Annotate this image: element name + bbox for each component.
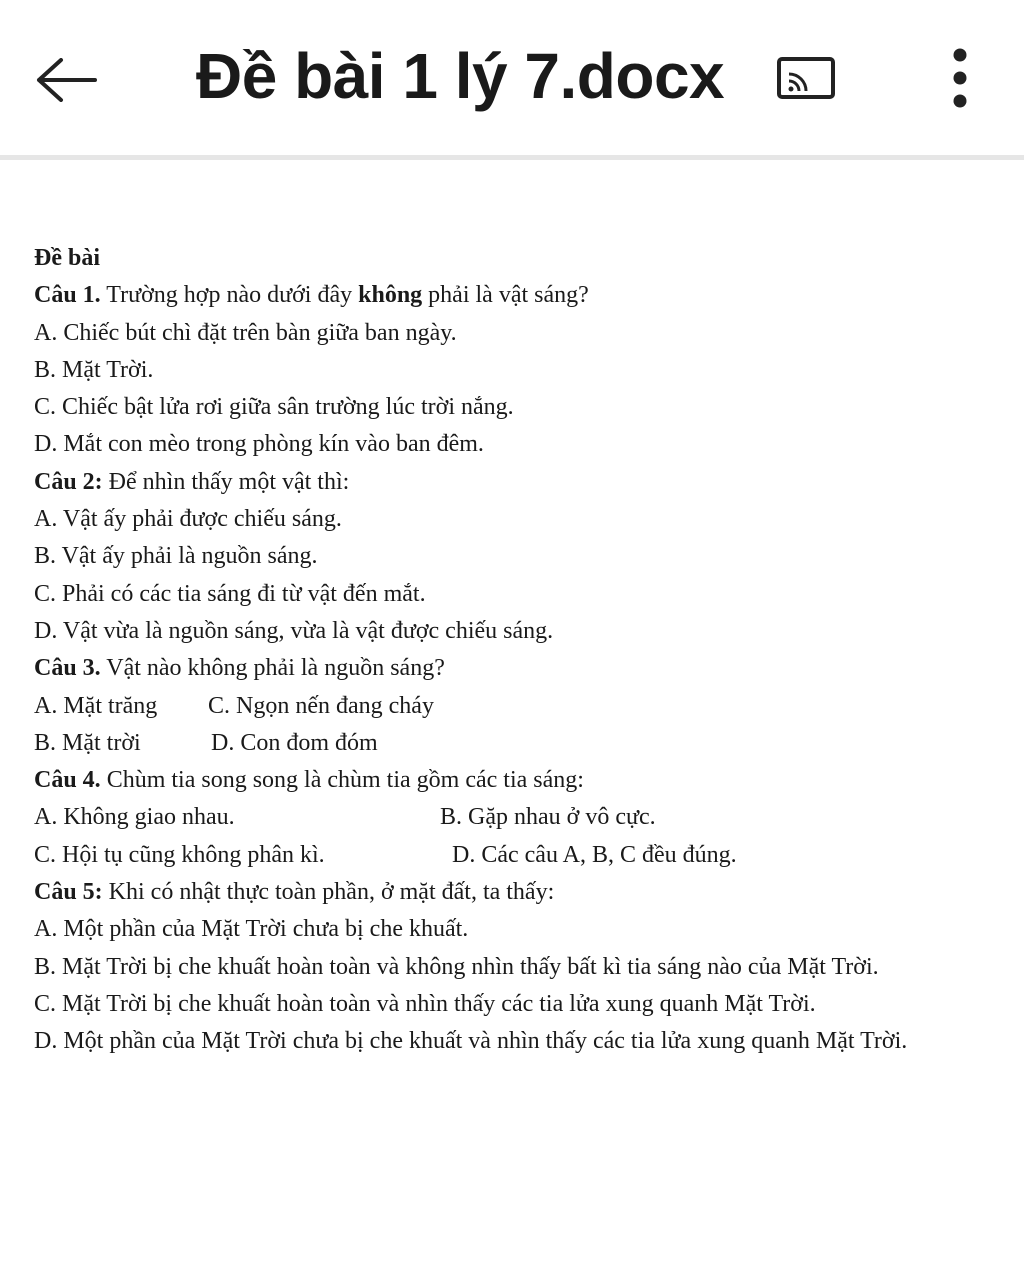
document-heading: Đề bài — [34, 245, 100, 271]
question-label: Câu 1. — [34, 282, 101, 309]
answer-option: C. Ngọn nến đang cháy — [208, 692, 434, 719]
answer-row — [34, 725, 1024, 762]
answer-option: B. Mặt Trời. — [34, 356, 154, 383]
question-emphasis: không — [358, 282, 423, 309]
cast-button[interactable] — [772, 50, 840, 106]
answer-option: D. Vật vừa là nguồn sáng, vừa là vật được chiếu sáng. — [34, 617, 554, 644]
answer-option: B. Mặt Trời bị che khuất hoàn toàn và không nhìn thấy bất kì tia sáng nào của Mặt Trời. — [34, 953, 879, 980]
question-5 — [34, 874, 1024, 911]
answer-option: B. Gặp nhau ở vô cực. — [440, 804, 656, 831]
answer-option: B. Vật ấy phải là nguồn sáng. — [34, 543, 318, 570]
answer-option: D. Mắt con mèo trong phòng kín vào ban đêm. — [34, 431, 484, 458]
question-1 — [34, 277, 1024, 314]
document-body — [34, 240, 1024, 1061]
answer-option: D. Các câu A, B, C đều đúng. — [452, 841, 737, 868]
answer-row — [34, 688, 1024, 725]
answer-option: A. Vật ấy phải được chiếu sáng. — [34, 506, 342, 533]
app-bar-divider — [0, 155, 1024, 160]
more-vertical-icon — [950, 47, 970, 109]
question-3 — [34, 650, 1024, 687]
question-label: Câu 4. — [34, 767, 101, 794]
question-label: Câu 2: — [34, 468, 103, 495]
answer-option: A. Chiếc bút chì đặt trên bàn giữa ban ngày. — [34, 319, 457, 346]
answer-row — [34, 837, 1024, 874]
back-button[interactable] — [28, 42, 104, 118]
question-4 — [34, 762, 1024, 799]
answer-option: B. Mặt trời — [34, 729, 141, 756]
answer-option: A. Mặt trăng — [34, 692, 158, 719]
question-label: Câu 5: — [34, 879, 103, 906]
question-text: Khi có nhật thực toàn phần, ở mặt đất, ta thấy: — [102, 879, 555, 906]
question-2 — [34, 464, 1024, 501]
app-bar — [0, 0, 1024, 155]
more-options-button[interactable] — [930, 42, 990, 114]
answer-option: A. Không giao nhau. — [34, 804, 235, 831]
answer-option: D. Con đom đóm — [211, 729, 378, 756]
answer-option: D. Một phần của Mặt Trời chưa bị che khuất và nhìn thấy các tia lửa xung quanh Mặt Trời. — [34, 1028, 908, 1055]
answer-row — [34, 799, 1024, 836]
document-title: Đề bài 1 lý 7.docx — [196, 40, 725, 112]
answer-option: C. Hội tụ cũng không phân kì. — [34, 841, 325, 868]
answer-option: C. Phải có các tia sáng đi từ vật đến mắt. — [34, 580, 426, 607]
question-text: phải là vật sáng? — [422, 282, 589, 309]
arrow-left-icon — [35, 58, 97, 102]
question-text: Trường hợp nào dưới đây — [100, 282, 359, 309]
question-text: Để nhìn thấy một vật thì: — [102, 468, 350, 495]
answer-option: A. Một phần của Mặt Trời chưa bị che khuất. — [34, 916, 469, 943]
question-label: Câu 3. — [34, 655, 101, 682]
cast-icon — [776, 56, 836, 100]
question-text: Chùm tia song song là chùm tia gồm các tia sáng: — [100, 767, 584, 794]
answer-option: C. Mặt Trời bị che khuất hoàn toàn và nhìn thấy các tia lửa xung quanh Mặt Trời. — [34, 990, 816, 1017]
question-text: Vật nào không phải là nguồn sáng? — [100, 655, 445, 682]
answer-option: C. Chiếc bật lửa rơi giữa sân trường lúc trời nắng. — [34, 394, 514, 421]
